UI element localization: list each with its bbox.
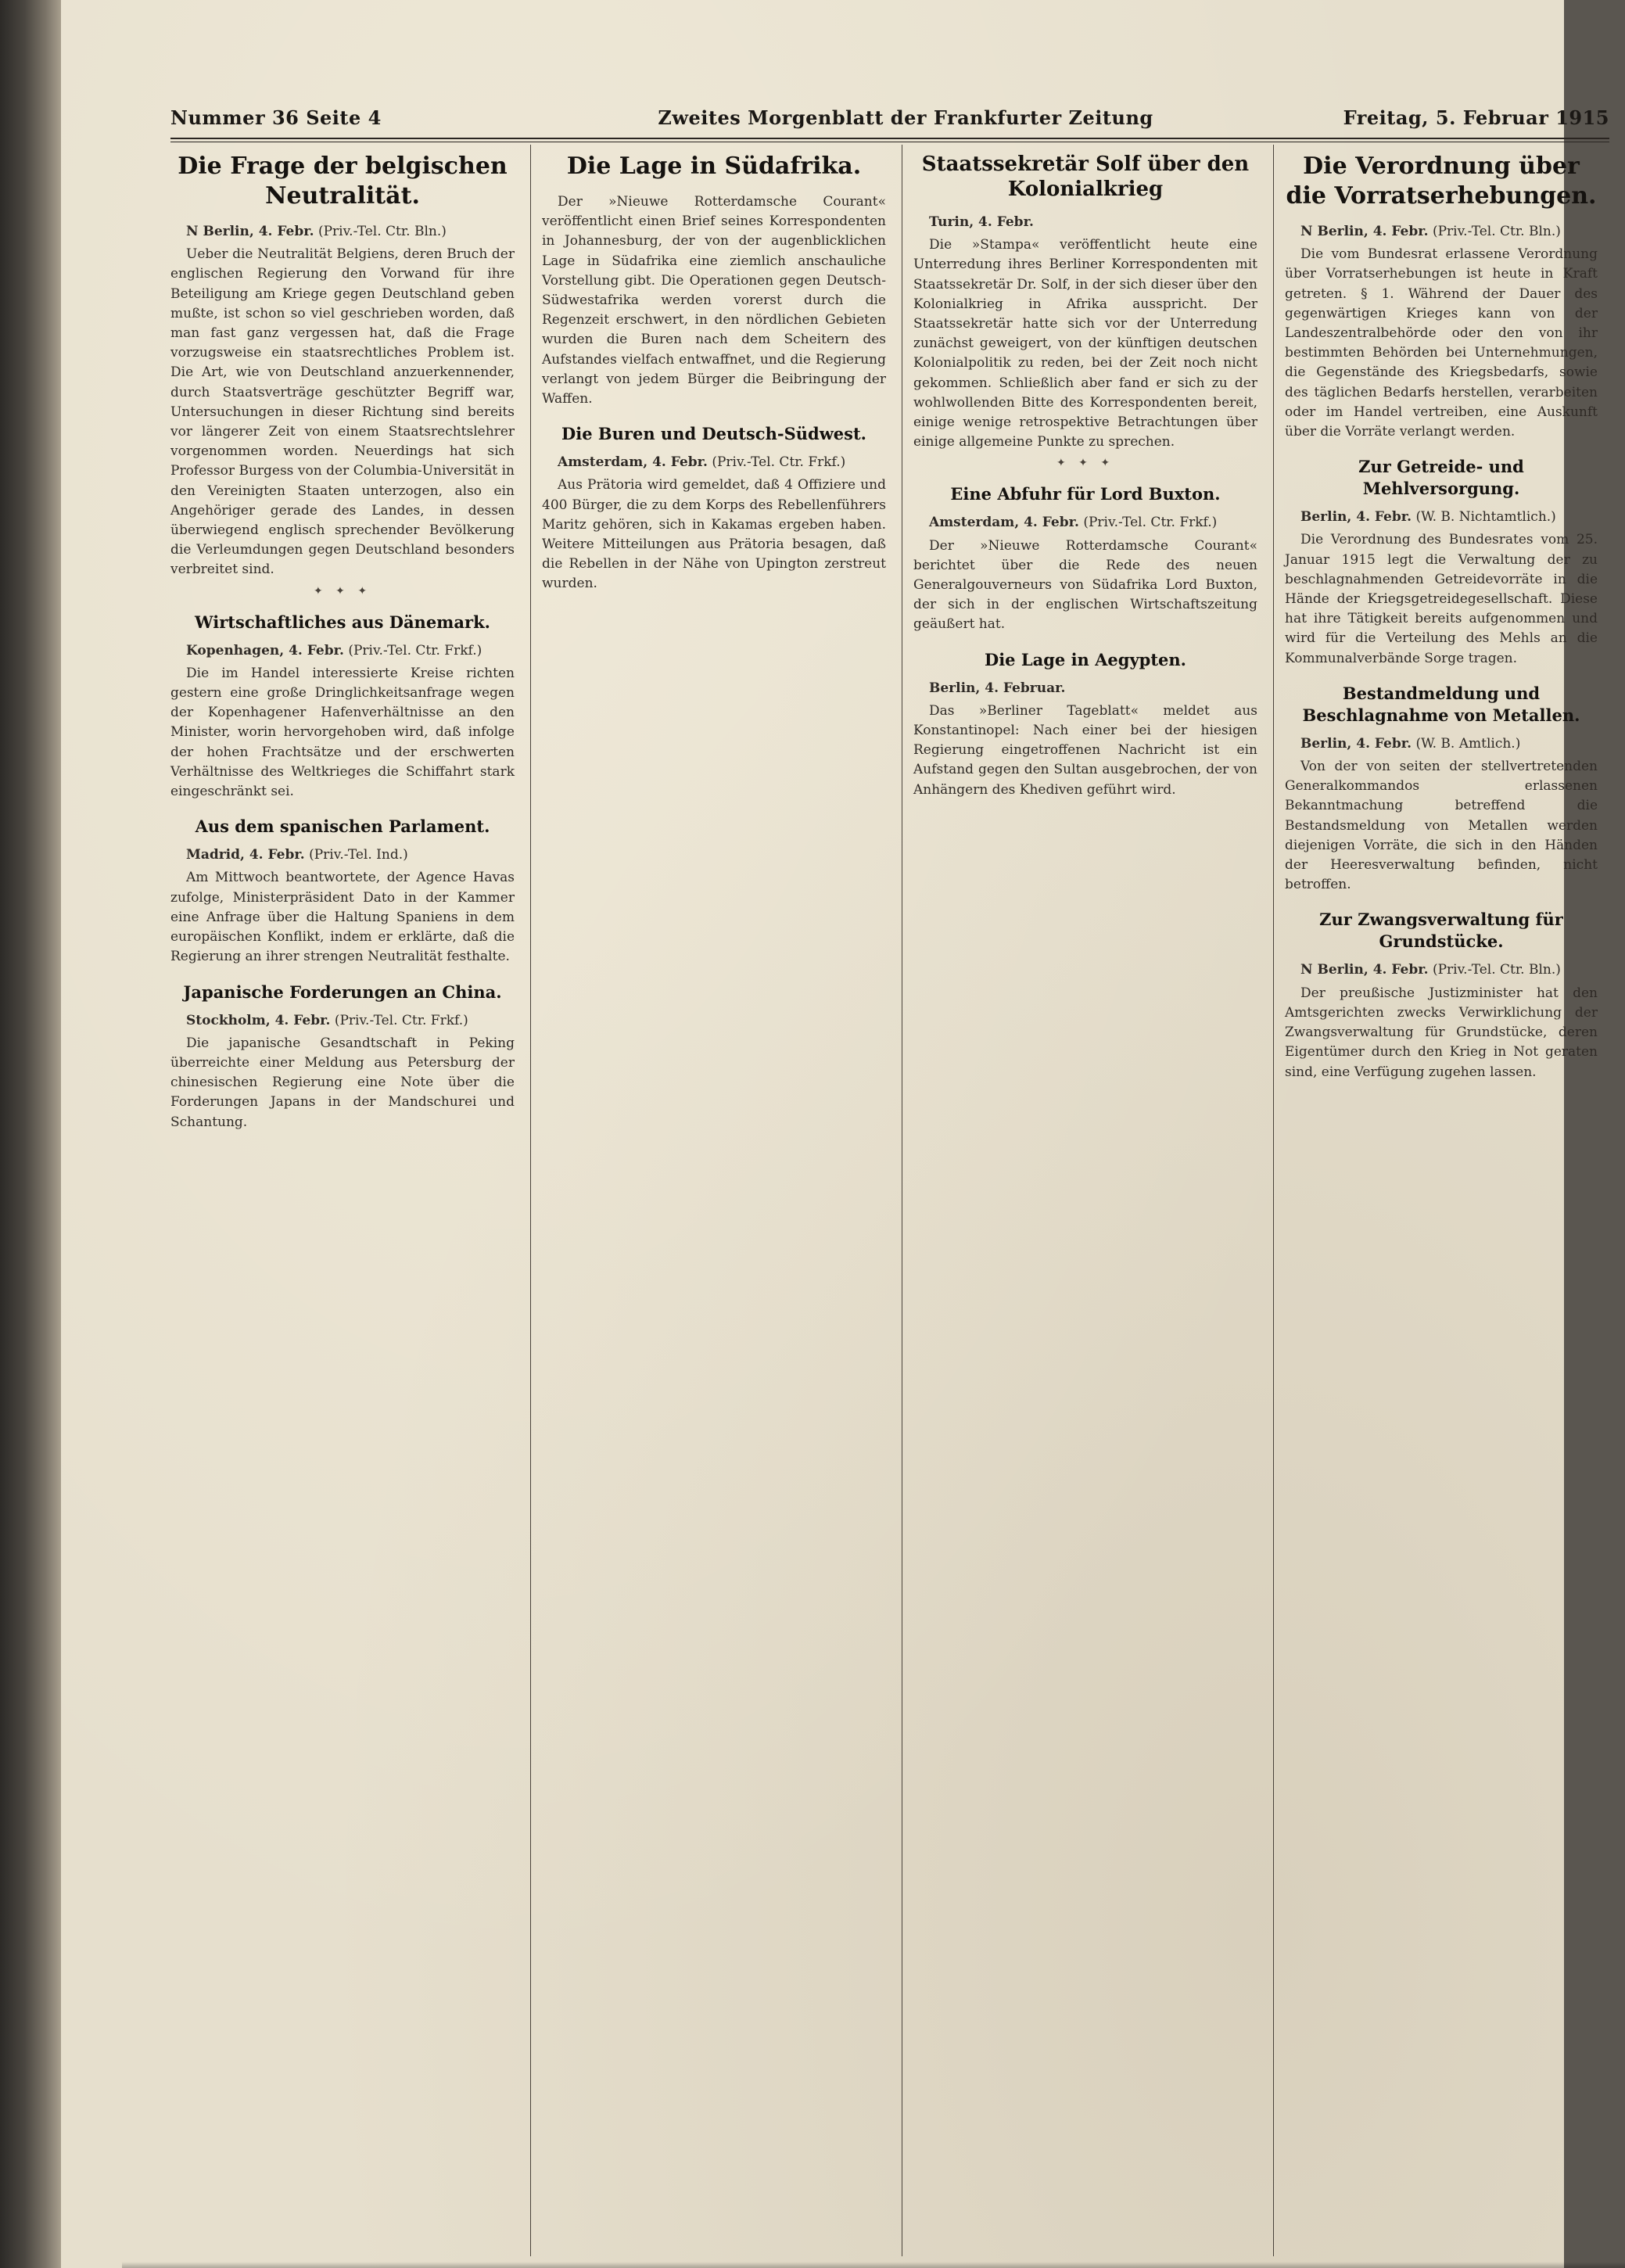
section-body: Der preußische Justizminister hat den Amtsgerichten zwecks Verwirklichung der Zwangsverwaltung für Grundstücke, deren Eigentümer durch den Krieg in Not geraten sind, eine Verfügung zugehen lassen. (1285, 985, 1598, 1080)
dateline: N Berlin, 4. Febr. (1300, 224, 1429, 239)
dateline: N Berlin, 4. Febr. (186, 224, 314, 239)
section-body: Von der von seiten der stellvertretenden Generalkommandos erlassenen Bekanntmachung betreffend die Bestandsmeldung von Metallen werden diejenigen Vorräte, die sich in den Händen der Heeresverwaltung befinden, nicht betroffen. (1285, 759, 1598, 893)
article-headline: Die Frage der belgischen Neutralität. (178, 153, 508, 210)
source-note: (Priv.-Tel. Ctr. Bln.) (1432, 224, 1561, 239)
section-body: Die im Handel interessierte Kreise richten gestern eine große Dringlichkeitsanfrage wegen der Kopenhagener Hafenverhältnisse an den Minister, worin hervorgehoben wird, daß infolge der hohen Frachtsätze und der erschwerten Verhältnisse des Weltkrieges die Schiffahrt stark eingeschränkt sei. (170, 665, 515, 800)
source-note: (Priv.-Tel. Ctr. Frkf.) (712, 454, 846, 471)
section-headline: Eine Abfuhr für Lord Buxton. (950, 484, 1221, 504)
source-note: (Priv.-Tel. Ctr. Frkf.) (334, 1012, 468, 1028)
source-note: (Priv.-Tel. Ctr. Frkf.) (1083, 515, 1218, 531)
article-dateline (1285, 222, 1598, 242)
article-headline: Die Lage in Südafrika. (566, 153, 862, 180)
column-1 (170, 149, 515, 2260)
section-headline: Zur Zwangsverwaltung für Grundstücke. (1319, 910, 1563, 952)
section-dateline (913, 513, 1257, 533)
section-dateline (913, 679, 1257, 698)
section-headline: Zur Getreide- und Mehlversorgung. (1358, 457, 1524, 499)
scan-binding-edge (0, 0, 61, 2268)
section-dateline (542, 453, 886, 472)
article-body: Die vom Bundesrat erlassene Verordnung über Vorratserhebungen ist heute in Kraft getreten. § 1. Während der Dauer des gegenwärtigen Krieges kann von der Landeszentralbehörde oder den von ihr bestimmten Behörden bei Unternehmungen, die Gegenstände des Kriegsbedarfs, sowie des täglichen Bedarfs herstellen, verarbeiten oder im Handel vertreiben, eine Auskunft über die Vorräte verlangt werden. (1285, 246, 1598, 440)
dateline: Amsterdam, 4. Febr. (558, 454, 708, 471)
dateline: Amsterdam, 4. Febr. (929, 515, 1079, 531)
column-2 (542, 149, 886, 2260)
dateline: N Berlin, 4. Febr. (1300, 962, 1429, 978)
section-headline: Die Lage in Aegypten. (984, 649, 1186, 669)
dateline: Turin, 4. Febr. (929, 214, 1034, 230)
column-rule (530, 145, 531, 2256)
section-divider: ✦ ✦ ✦ (1056, 457, 1115, 470)
section-dateline (170, 845, 515, 865)
newspaper-title: Zweites Morgenblatt der Frankfurter Zeitung (658, 106, 1153, 129)
column-rule (1273, 145, 1274, 2256)
section-dateline (1285, 508, 1598, 527)
section-body: Aus Prätoria wird gemeldet, daß 4 Offiziere und 400 Bürger, die zu dem Korps des Rebellenführers Maritz gehören, sich in Kakamas ergeben haben. Weitere Mitteilungen aus Prätoria besagen, daß die Rebellen in der Nähe von Upington zerstreut wurden. (542, 477, 886, 592)
source-note: (W. B. Nichtamtlich.) (1415, 509, 1556, 526)
section-dateline (1285, 734, 1598, 754)
issue-date: Freitag, 5. Februar 1915 (1343, 106, 1609, 129)
article-body: Die »Stampa« veröffentlicht heute eine Unterredung ihres Berliner Korrespondenten mit Staatssekretär Dr. Solf, in der sich dieser über den Kolonialkrieg in Afrika ausspricht. Der Staatssekretär hatte sich vor der Unterredung zunächst geweigert, von der künftigen deutschen Kolonialpolitik zu reden, bei der Zeit noch nicht gekommen. Schließlich aber fand er sich zu der wohlwollenden Bitte des Korrespondenten bereit, einige wenige retrospektive Betrachtungen über einige allgemeine Punkte zu sprechen. (913, 237, 1257, 450)
section-dateline (1285, 960, 1598, 980)
article-dateline (913, 213, 1257, 232)
section-body: Das »Berliner Tageblatt« meldet aus Konstantinopel: Nach einer bei der hiesigen Regierung eingetroffenen Nachricht ist ein Aufstand gegen den Sultan ausgebrochen, der von Anhängern des Khediven geführt wird. (913, 702, 1257, 798)
section-body: Die japanische Gesandtschaft in Peking überreichte einer Meldung aus Petersburg der chinesischen Regierung eine Note über die Forderungen Japans in der Mandschurei und Schantung. (170, 1035, 515, 1130)
section-body: Der »Nieuwe Rotterdamsche Courant« berichtet über die Rede des neuen Generalgouverneurs von Südafrika Lord Buxton, der sich in der englischen Wirtschaftszeitung geäußert hat. (913, 537, 1257, 633)
dateline: Berlin, 4. Febr. (1300, 735, 1412, 752)
article-body: Der »Nieuwe Rotterdamsche Courant« veröffentlicht einen Brief seines Korrespondenten in Johannesburg, der von der augenblicklichen Lage in Südafrika eine ziemlich anschauliche Vorstellung gibt. Die Operationen gegen Deutsch-Südwestafrika werden vorerst durch die Regenzeit erschwert, in den nördlichen Gebieten wurden die Buren nach dem Scheitern des Aufstandes vielfach entwaffnet, und die Regierung verlangt von jedem Bürger die Beibringung der Waffen. (542, 194, 886, 407)
section-body: Die Verordnung des Bundesrates vom 25. Januar 1915 legt die Verwaltung der zu beschlagnahmenden Getreidevorräte in die Hände der Kriegsgetreidegesellschaft. Diese hat ihre Tätigkeit bereits aufgenommen und wird für die Verteilung des Mehls an die Kommunalverbände Sorge tragen. (1285, 532, 1598, 666)
section-dateline (170, 1011, 515, 1031)
masthead (170, 106, 1609, 131)
source-note: (Priv.-Tel. Ctr. Bln.) (317, 224, 447, 239)
source-note: (Priv.-Tel. Ctr. Bln.) (1432, 962, 1561, 978)
dateline: Berlin, 4. Febr. (1300, 509, 1412, 526)
section-dateline (170, 641, 515, 661)
dateline: Kopenhagen, 4. Febr. (186, 642, 344, 659)
article-dateline (170, 222, 515, 242)
column-3 (913, 149, 1257, 2260)
column-4 (1285, 149, 1598, 2260)
article-body: Ueber die Neutralität Belgiens, deren Bruch der englischen Regierung den Vorwand für ihre Beteiligung am Kriege gegen Deutschland geben mußte, ist schon so viel geschrieben worden, daß man fast ganz vergessen hat, daß die Frage vorzugsweise ein staatsrechtliches Problem ist. Die Art, wie von Deutschland anzuerkennender, durch Staatsverträge geschützter Begriff war, Untersuchungen in dieser Richtung sind bereits vor längerer Zeit von einem Staatsrechtslehrer vorgenommen worden. Neuerdings hat sich Professor Burgess von der Columbia-Universität in den Vereinigten Staaten unterzogen, also ein Angehöriger gerade des Landes, in dessen überwiegend englisch sprechender Bevölkerung die Verleumdungen gegen Deutschland besonders verbreitet sind. (170, 246, 515, 578)
masthead-rule (170, 138, 1609, 139)
dateline: Berlin, 4. Februar. (929, 680, 1066, 696)
section-headline: Aus dem spanischen Parlament. (195, 816, 490, 837)
article-headline: Die Verordnung über die Vorratserhebungen. (1286, 153, 1597, 210)
section-headline: Die Buren und Deutsch-Südwest. (561, 424, 866, 444)
newspaper-page (61, 0, 1609, 2268)
section-body: Am Mittwoch beantwortete, der Agence Havas zufolge, Ministerpräsident Dato in der Kammer eine Anfrage über die Haltung Spaniens in dem europäischen Konflikt, indem er erklärte, daß die Regierung an ihrer strengen Neutralität festhalte. (170, 870, 515, 965)
source-note: (Priv.-Tel. Ctr. Frkf.) (348, 642, 482, 659)
section-headline: Bestandmeldung und Beschlagnahme von Metallen. (1302, 683, 1580, 725)
issue-number: Nummer 36 Seite 4 (170, 106, 382, 129)
section-headline: Japanische Forderungen an China. (183, 981, 502, 1002)
dateline: Madrid, 4. Febr. (186, 847, 305, 863)
source-note: (W. B. Amtlich.) (1415, 735, 1521, 752)
section-divider: ✦ ✦ ✦ (313, 584, 372, 598)
source-note: (Priv.-Tel. Ind.) (309, 847, 408, 863)
section-headline: Wirtschaftliches aus Dänemark. (195, 612, 490, 632)
article-headline: Staatssekretär Solf über den Kolonialkrieg (921, 153, 1250, 201)
dateline: Stockholm, 4. Febr. (186, 1012, 331, 1028)
page-bottom-shadow (122, 2262, 1625, 2268)
